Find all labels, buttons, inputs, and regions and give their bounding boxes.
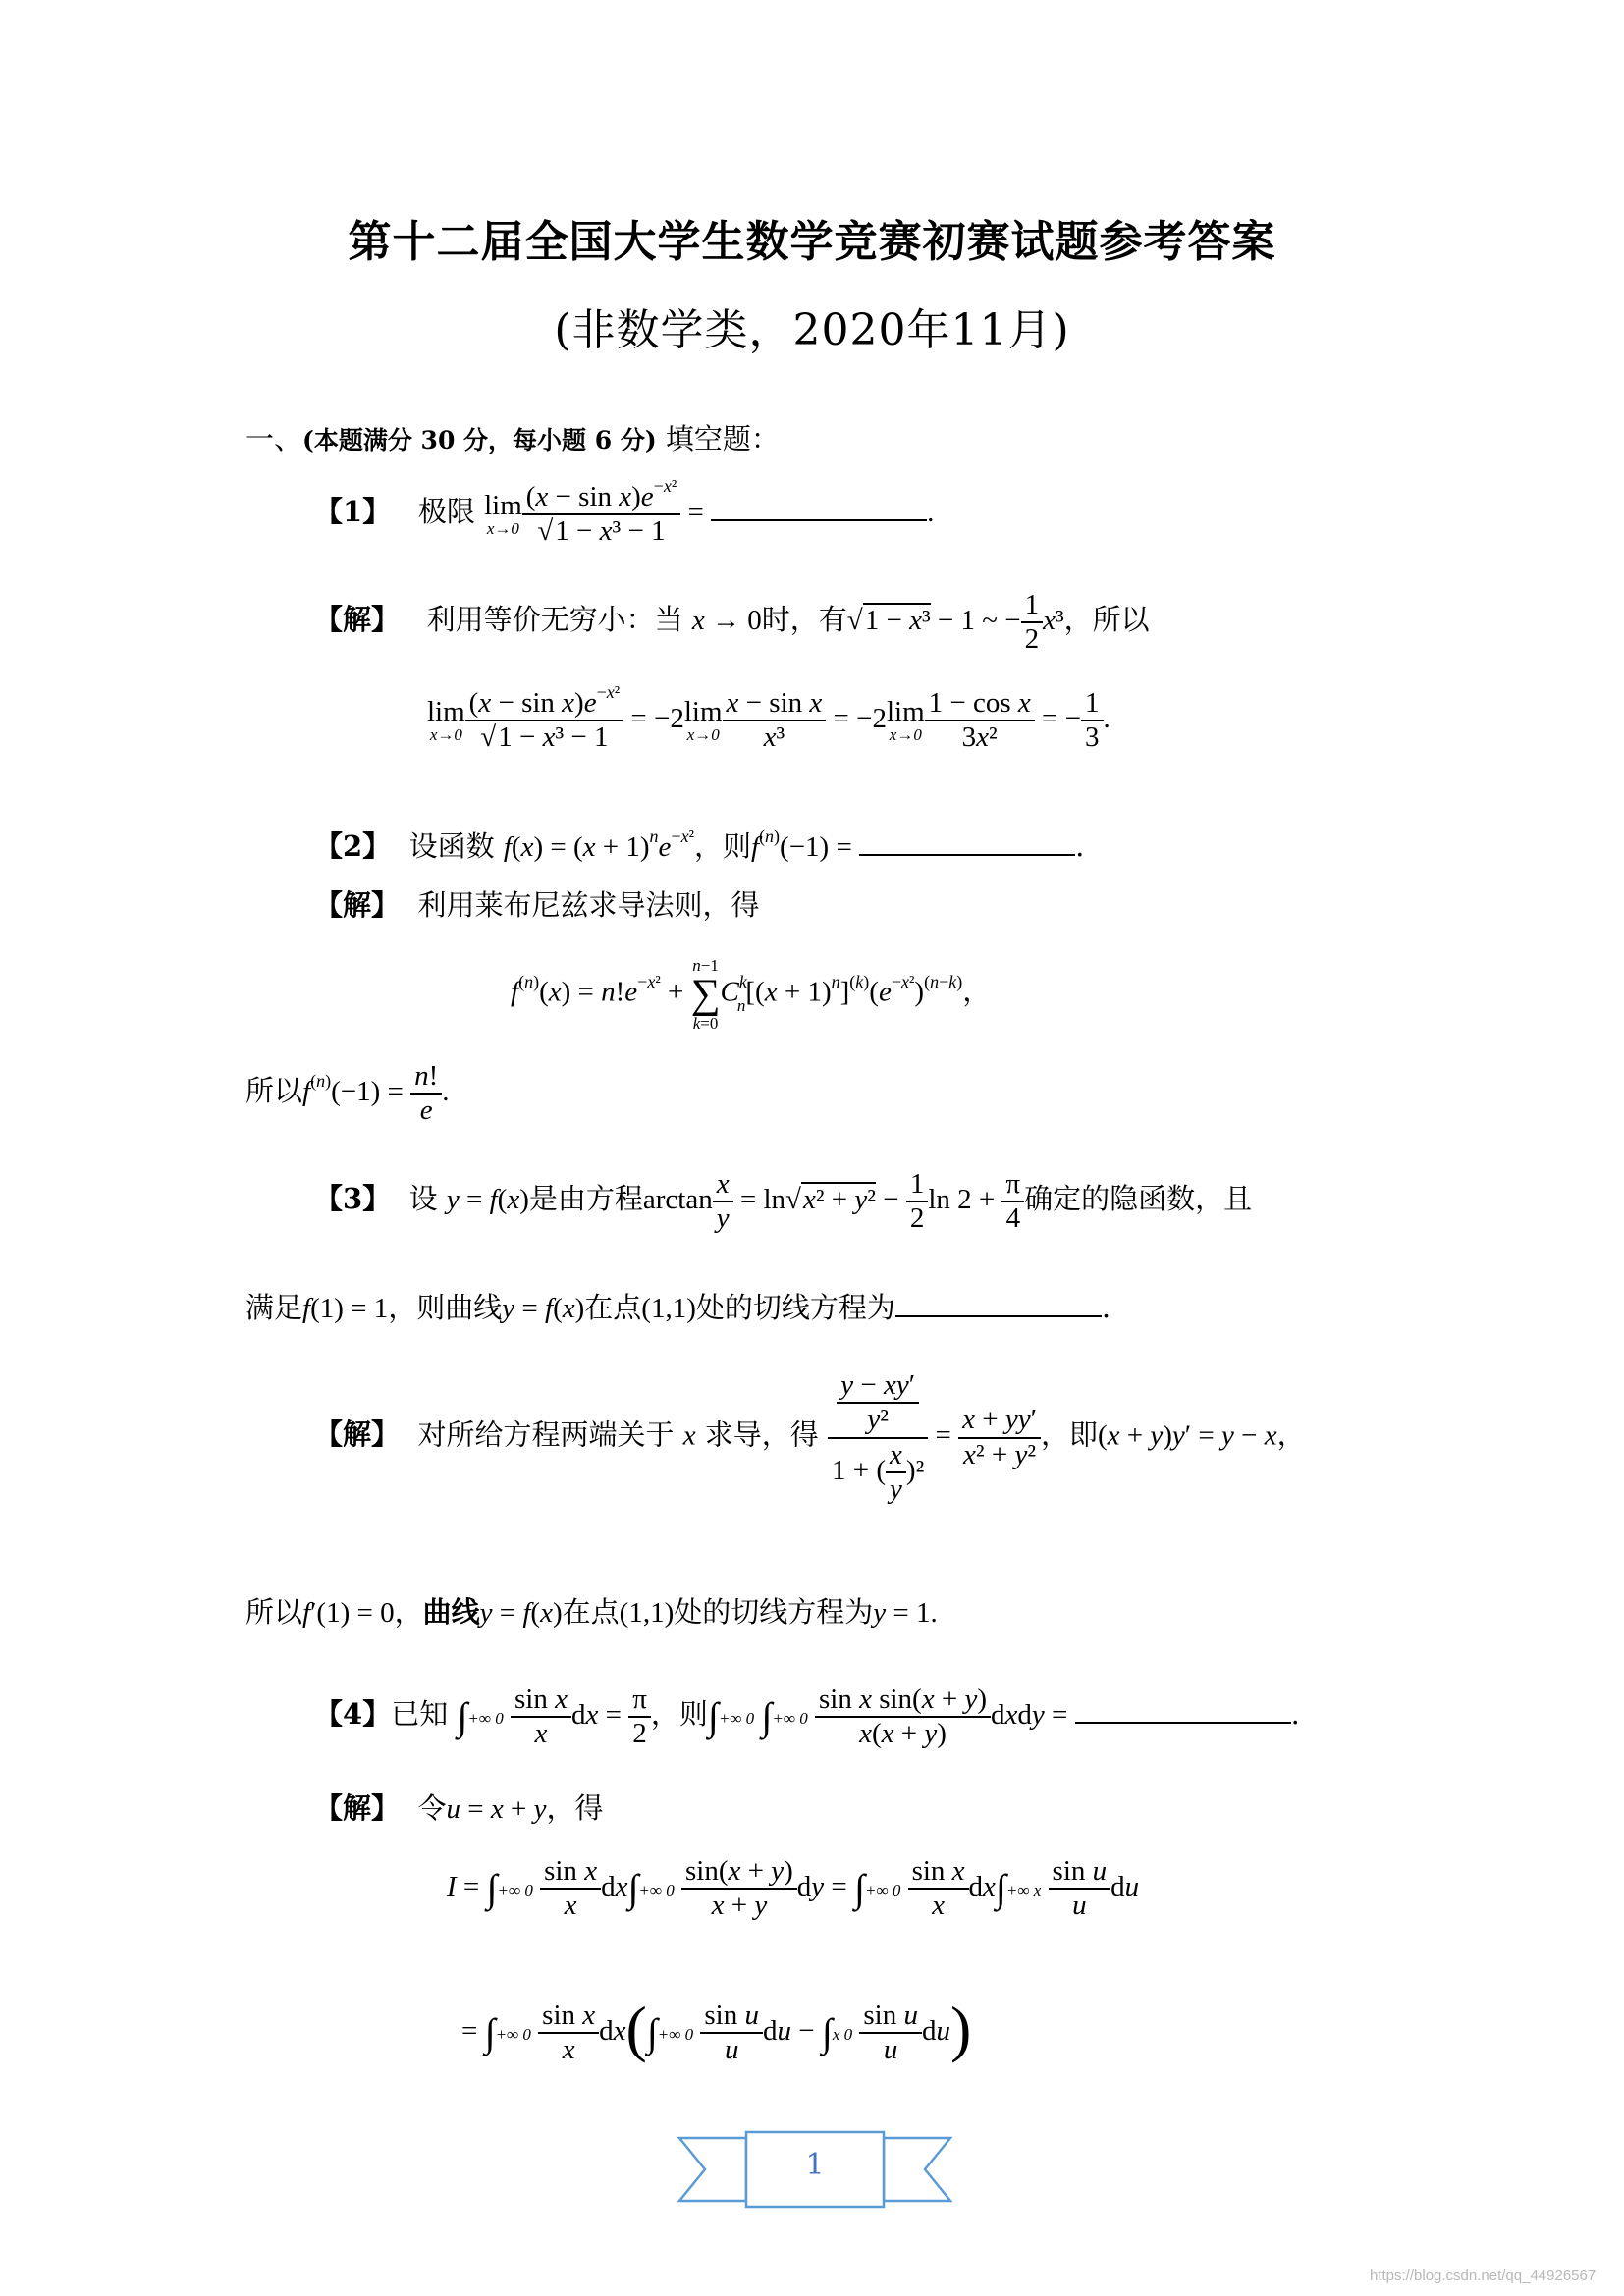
question-3-label: 【3】 xyxy=(314,1182,392,1215)
solution-1-formula: lim x→0 $\frac{(x - \sin x)e^{-x^2}}{\text{√1 − x³ − 1}}$ = −2lim x→0 $\frac{\text{x − sin x}}{\text{x³}}$ = −2lim x→0 $\frac{\text{1 − cos x}}{\text{3x²}}$ = − $\frac{1}{3}$ . xyxy=(427,682,1110,754)
solution-2-text: 利用莱布尼兹求导法则，得 xyxy=(417,888,760,922)
solution-1-end: ，所以 xyxy=(1063,603,1150,636)
question-1-text: 极限 xyxy=(417,495,475,528)
question-3-implicit: 确定的隐函数，且 xyxy=(1024,1182,1253,1215)
solution-4-formula-1: I = ∫+∞ 0 $\frac{\text{sin x}}{x}$ dx∫+∞ 0 $\frac{\sin(x + y)}{x + y}$ dy = ∫+∞ 0 $\frac{\text{sin x}}{x}$ dx∫+∞ x $\frac{\text{sin u}}{u}$ du xyxy=(447,1855,1140,1922)
solution-1-text: 利用等价无穷小：当 xyxy=(426,603,683,636)
solution-3-result: 所以f′(1) = 0，曲线y = f(x)在点(1,1)处的切线方程为y = 1. xyxy=(245,1595,938,1629)
page-number-box xyxy=(677,2130,952,2209)
solution-3-text: 对所给方程两端关于 xyxy=(417,1417,675,1452)
watermark: https://blog.csdn.net/qq_44926567 xyxy=(1370,2268,1597,2284)
solution-4-formula-2: = ∫+∞ 0 $\frac{\text{sin x}}{x}$ dx(∫+∞ 0 $\frac{\text{sin u}}{u}$ du − ∫x 0 $\frac{\text{sin u}}{u}$ du) xyxy=(461,1994,972,2066)
section-heading xyxy=(245,417,780,457)
solution-3-ie: ，即 xyxy=(1040,1417,1098,1452)
section-label: 填空题： xyxy=(665,422,780,455)
solution-4-label: 【解】 xyxy=(314,1791,401,1825)
solution-2-formula: $f^{(n)}(x) = n!e^{-x^2}$ + n−1 ∑ k=0 $C^k_n[(x + 1)^n]^{(k)}(e^{-x^2})^{(n-k)}$， xyxy=(511,956,992,1033)
question-2-label: 【2】 xyxy=(314,829,392,863)
solution-2 xyxy=(314,883,759,924)
question-1 xyxy=(314,476,935,549)
question-4-then: ，则 xyxy=(650,1697,708,1731)
question-2: 【2】 设函数 $f(x) = (x + 1)^ne^{-x^2}$，则$f^{(n)}(-1)$ = . xyxy=(314,827,1085,863)
solution-4-text: 令 xyxy=(417,1791,447,1825)
solution-4-get: ，得 xyxy=(546,1791,604,1825)
question-3-text: 设 xyxy=(408,1182,438,1215)
section-score-note: (本题满分 30 分，每小题 6 分) xyxy=(302,426,657,454)
question-2-text: 设函数 xyxy=(408,829,495,863)
question-3-tangent-text: 处的切线方程为 xyxy=(695,1291,895,1324)
question-3: 【3】 设 y = f(x)是由方程arctan $\frac{x}{y}$ = ln√x² + y² − $\frac{1}{2}$ ln 2 + $\frac{\pi}{4}$ 确定的隐函数，且 xyxy=(314,1168,1253,1235)
solution-4: 【解】 令u = x + y，得 xyxy=(314,1791,604,1825)
solution-3-at-point: 在点 xyxy=(562,1595,620,1629)
question-3-at-point: 在点 xyxy=(584,1291,642,1324)
solution-1-mid: 时，有 xyxy=(761,603,847,636)
question-2-then: ，则 xyxy=(693,829,751,863)
question-4-text: 已知 xyxy=(391,1697,449,1731)
solution-3-curve: 曲线 xyxy=(422,1595,480,1629)
question-1-formula: lim x→0 $\frac{(x - \sin x)e^{-x^2}}{\text{√1 − x³ − 1}}$ = . xyxy=(484,476,935,548)
solution-3-label: 【解】 xyxy=(314,1417,401,1452)
question-3-line2: 满足f(1) = 1，则曲线y = f(x)在点(1,1)处的切线方程为 . xyxy=(245,1291,1111,1324)
solution-3: 【解】 对所给方程两端关于 x 求导，得 $\frac{y - xy'}{\text{y²}}$ 1 + ( $\frac{x}{y}$ )² = $\frac{x + yy'}{\text{x² + y²}}$ ，即(x + y)y′ = y − x， xyxy=(314,1369,1306,1506)
solution-2-label: 【解】 xyxy=(314,888,401,922)
solution-2-so: 所以 xyxy=(245,1074,303,1107)
solution-1: 【解】 利用等价无穷小：当 x → 0时，有√1 − x³ − 1 ~ − $\frac{1}{2}$ x³，所以 xyxy=(314,589,1150,656)
solution-3-text2: 求导，得 xyxy=(704,1417,819,1452)
question-3-then-curve: ，则曲线 xyxy=(388,1291,503,1324)
solution-1-label: 【解】 xyxy=(314,603,401,636)
solution-3-so: 所以 xyxy=(245,1595,303,1629)
question-1-label: 【1】 xyxy=(314,495,392,528)
page-title: 第十二届全国大学生数学竞赛初赛试题参考答案 xyxy=(348,217,1276,267)
section-number: 一、 xyxy=(245,422,303,455)
solution-2-result: 所以$f^{(n)}(-1)$ = $\frac{n!}{e}$ . xyxy=(245,1060,450,1127)
solution-3-tangent: 处的切线方程为 xyxy=(674,1595,874,1629)
page-subtitle: (非数学类，2020年11月) xyxy=(554,305,1070,355)
question-4-label: 【4】 xyxy=(314,1697,392,1731)
question-3-satisfy: 满足 xyxy=(245,1291,303,1324)
question-4: 【4】已知 ∫+∞ 0 $\frac{\text{sin x}}{x}$ dx = $\frac{\pi}{2}$ ，则∫+∞ 0 ∫+∞ 0 $\frac{\text{sin x sin(x + y)}}{x(x + y)}$ dxdy = . xyxy=(314,1683,1300,1750)
page-number: 1 xyxy=(805,2148,825,2182)
question-3-is-from: 是由方程 xyxy=(528,1182,643,1215)
